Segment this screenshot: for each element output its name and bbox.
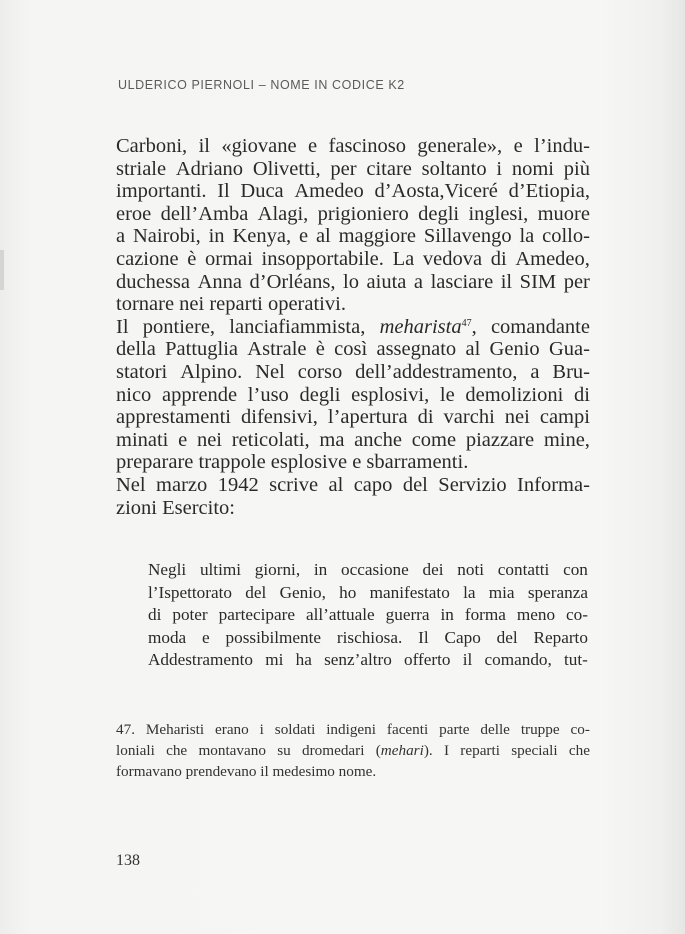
footnote-word: Meharisti xyxy=(145,721,205,738)
body-word: d’Aosta,Viceré xyxy=(374,180,498,203)
body-emphasis: meharista xyxy=(379,315,462,338)
body-word: difensivi, xyxy=(241,406,318,429)
body-word: apprestamenti xyxy=(116,406,231,429)
body-word: demolizioni xyxy=(465,383,564,406)
quote-word: offerto xyxy=(404,650,451,670)
body-word: Duca xyxy=(240,180,284,203)
body-word: statori xyxy=(116,360,168,383)
body-word: 1942 xyxy=(217,473,259,496)
quote-word: speranza xyxy=(527,582,588,602)
body-word: dell’Amba xyxy=(160,202,249,225)
footnote-word: i xyxy=(259,721,264,738)
footnote-word: erano xyxy=(215,721,249,738)
body-word: così xyxy=(334,338,368,361)
body-line xyxy=(116,203,590,226)
body-word: l’uso xyxy=(247,383,289,406)
footnote-word: loniali xyxy=(116,742,155,759)
body-word: comandante xyxy=(490,315,590,338)
body-word: lanciafiammista, xyxy=(229,315,366,338)
body-word: il xyxy=(198,135,210,157)
body-word: pontiere, xyxy=(142,315,216,338)
body-word: d’Orléans, xyxy=(249,270,336,293)
footnote-47 xyxy=(116,719,590,782)
footnote-word: reparti xyxy=(460,742,500,759)
quote-word: la xyxy=(463,582,476,602)
gutter-shadow xyxy=(0,250,4,290)
body-word: «giovane xyxy=(221,135,297,157)
quote-word: l’Ispettorato xyxy=(148,582,232,602)
body-word: Carboni, xyxy=(116,135,188,157)
body-word: Pattuglia xyxy=(165,338,239,361)
footnote-word: co- xyxy=(570,721,590,738)
body-word: striale xyxy=(116,157,167,180)
body-word: ormai xyxy=(205,247,253,270)
body-word: e xyxy=(513,135,523,157)
body-line xyxy=(116,338,590,361)
quote-word: ho xyxy=(339,582,357,602)
body-word: lasciare xyxy=(430,270,494,293)
body-word: è xyxy=(315,338,325,361)
quote-word: Addestramento xyxy=(148,650,254,670)
quote-word: manifestato xyxy=(369,582,450,602)
body-word: in xyxy=(208,225,225,248)
body-word: Amedeo xyxy=(294,180,364,203)
footnote-word: (mehari). xyxy=(375,742,433,759)
body-word: eroe xyxy=(116,202,152,225)
footnote-word: montavano xyxy=(198,742,266,759)
body-word: nico xyxy=(116,383,152,406)
footnote-word: 47. xyxy=(116,721,135,738)
body-line xyxy=(116,158,590,181)
body-word: prigioniero xyxy=(317,202,409,225)
quote-word: forma xyxy=(464,605,506,625)
body-word: di xyxy=(417,406,434,429)
body-word: al xyxy=(328,473,344,496)
body-word: Alpino. xyxy=(180,360,243,383)
body-line xyxy=(116,271,590,294)
body-word: dell’addestramento, xyxy=(355,360,518,383)
body-word: degli xyxy=(299,383,341,406)
body-word: Astrale xyxy=(247,338,307,361)
quote-line xyxy=(148,649,588,672)
body-word: Sillavengo xyxy=(423,225,512,248)
body-word-group: meharista$^{47}$, xyxy=(379,315,477,338)
quote-line xyxy=(148,582,588,605)
quote-word: senz’altro xyxy=(324,650,392,670)
footnote-word: soldati xyxy=(274,721,316,738)
body-word: mine, xyxy=(543,428,590,451)
quote-word: in xyxy=(313,560,328,579)
body-line xyxy=(116,248,590,271)
body-word: la xyxy=(519,225,535,248)
quote-word: Il xyxy=(418,627,429,647)
quote-word: ha xyxy=(295,650,312,670)
footnote-word: truppe xyxy=(520,721,560,738)
body-word: Adriano xyxy=(175,157,244,180)
body-word: capo xyxy=(353,473,393,496)
footnote-line xyxy=(116,719,590,740)
quote-word: noti xyxy=(457,560,485,579)
body-word: l’indu- xyxy=(534,135,590,157)
running-head: ULDERICO PIERNOLI – NOME IN CODICE K2 xyxy=(118,78,405,92)
quote-word: Negli xyxy=(148,560,187,579)
body-word: anche xyxy=(354,428,402,451)
body-word: Gua- xyxy=(548,338,590,361)
quote-word: occasione xyxy=(341,560,409,579)
body-word: La xyxy=(392,247,415,270)
body-line xyxy=(116,180,590,203)
body-line xyxy=(116,474,590,497)
body-text xyxy=(116,135,590,519)
page-number: 138 xyxy=(116,852,140,869)
body-word: Bru- xyxy=(552,360,590,383)
quote-word: e xyxy=(202,627,210,647)
footnote-word: che xyxy=(166,742,188,759)
footnote-word: che xyxy=(568,742,590,759)
body-word: piazzare xyxy=(465,428,535,451)
body-word: il xyxy=(500,270,513,293)
footnote-word: facenti xyxy=(386,721,429,738)
quote-word: il xyxy=(462,650,473,670)
body-word: Kenya, xyxy=(232,225,292,248)
quote-word: rischiosa. xyxy=(336,627,403,647)
body-word: SIM xyxy=(519,270,557,293)
quote-line xyxy=(148,604,588,627)
body-word: vedova xyxy=(422,247,483,270)
body-word: della xyxy=(116,338,156,361)
quote-word: co- xyxy=(566,605,588,625)
footnote-word: I xyxy=(443,742,450,759)
quote-word: partecipare xyxy=(218,605,295,625)
quote-word: comando, xyxy=(484,650,552,670)
footnote-word: speciali xyxy=(511,742,558,759)
footnote-word: parte xyxy=(439,721,470,738)
body-word: cazione xyxy=(116,247,179,270)
body-word: Informa- xyxy=(517,473,590,496)
body-word: degli xyxy=(418,202,460,225)
body-line: tornare nei reparti operativi. xyxy=(116,293,346,316)
quote-word: moda xyxy=(148,627,187,647)
quote-word: ultimi xyxy=(199,560,242,579)
body-word: minati xyxy=(116,428,169,451)
body-word: varchi xyxy=(443,406,495,429)
footnote-word: su xyxy=(277,742,291,759)
body-word: ma xyxy=(319,428,345,451)
body-word: aiuta xyxy=(366,270,407,293)
body-word: reticolati, xyxy=(231,428,310,451)
quote-word: all’attuale xyxy=(305,605,375,625)
body-word: lo xyxy=(343,270,359,293)
body-word: nomi xyxy=(511,157,554,180)
body-word: al xyxy=(315,225,331,248)
body-word: soltanto xyxy=(421,157,487,180)
body-line xyxy=(116,225,590,248)
body-word: l’apertura xyxy=(327,406,408,429)
body-line: zioni Esercito: xyxy=(116,496,235,519)
body-word: marzo xyxy=(156,473,208,496)
quote-word: guerra xyxy=(385,605,430,625)
footnote-line: formavano prendevano il medesimo nome. xyxy=(116,763,377,780)
body-word: Anna xyxy=(197,270,242,293)
body-word: importanti. xyxy=(116,180,207,203)
quote-word: Genio, xyxy=(279,582,326,602)
body-word: più xyxy=(563,157,590,180)
body-word: del xyxy=(402,473,428,496)
quote-word: del xyxy=(245,582,267,602)
quote-word: dei xyxy=(422,560,444,579)
body-word: Amedeo, xyxy=(515,247,590,270)
body-word: esplosivi, xyxy=(351,383,430,406)
body-word: a xyxy=(116,225,126,248)
body-line xyxy=(116,429,590,452)
quote-word: meno xyxy=(516,605,556,625)
body-word: Nairobi, xyxy=(132,225,201,248)
body-word: le xyxy=(439,383,455,406)
body-word: Alagi, xyxy=(257,202,309,225)
body-word: e xyxy=(308,135,318,157)
quote-word: contatti xyxy=(497,560,550,579)
quote-word: Capo xyxy=(444,627,481,647)
block-quote xyxy=(148,559,588,672)
quote-word: in xyxy=(440,605,454,625)
body-word: di xyxy=(490,247,507,270)
body-line xyxy=(116,384,590,407)
body-line xyxy=(116,406,590,429)
body-word: fascinoso xyxy=(328,135,406,157)
footnote-word: indigeni xyxy=(326,721,376,738)
body-word: per xyxy=(563,270,590,293)
body-word: i xyxy=(496,157,503,180)
body-word: Olivetti, xyxy=(252,157,321,180)
body-word: nei xyxy=(504,406,530,429)
body-word: come xyxy=(411,428,457,451)
quote-word: mi xyxy=(265,650,284,670)
body-line: preparare trappole esplosive e sbarramenti. xyxy=(116,451,469,474)
body-word: inglesi, xyxy=(468,202,529,225)
footnote-line xyxy=(116,740,590,761)
quote-word: Reparto xyxy=(533,627,588,647)
body-word: apprende xyxy=(161,383,238,406)
body-word: Servizio xyxy=(438,473,507,496)
body-word: d’Etiopia, xyxy=(508,180,590,203)
body-word: Il xyxy=(217,180,230,203)
body-word: e xyxy=(178,428,188,451)
body-word: è xyxy=(187,247,197,270)
body-line xyxy=(116,361,590,384)
body-word: per xyxy=(330,157,357,180)
body-word: a xyxy=(413,270,424,293)
body-word: nei xyxy=(196,428,222,451)
quote-word: poter xyxy=(172,605,208,625)
body-word: corso xyxy=(297,360,343,383)
quote-word: mia xyxy=(488,582,515,602)
quote-word: tut- xyxy=(564,650,588,670)
body-word: Genio xyxy=(489,338,540,361)
body-word: di xyxy=(574,383,590,406)
body-word: collo- xyxy=(542,225,590,248)
quote-word: di xyxy=(148,605,162,625)
quote-word: con xyxy=(563,560,588,579)
body-word: generale», xyxy=(417,135,503,157)
quote-line xyxy=(148,559,588,582)
body-word: citare xyxy=(366,157,412,180)
body-word: assegnato xyxy=(376,338,457,361)
body-word: al xyxy=(465,338,481,361)
quote-word: del xyxy=(496,627,518,647)
body-line xyxy=(116,316,590,339)
footnote-word: dromedari xyxy=(302,742,365,759)
quote-line xyxy=(148,627,588,650)
body-word: Il xyxy=(116,315,129,338)
body-word: Nel xyxy=(255,360,285,383)
body-word: duchessa xyxy=(116,270,191,293)
quote-word: giorni, xyxy=(254,560,301,579)
body-word: insopportabile. xyxy=(261,247,384,270)
footnote-reference[interactable]: 47 xyxy=(461,317,472,329)
body-word: muore xyxy=(537,202,590,225)
body-word: a xyxy=(530,360,540,383)
body-word: scrive xyxy=(269,473,319,496)
body-word: e xyxy=(298,225,309,248)
body-word: campi xyxy=(539,406,590,429)
body-word: Nel xyxy=(116,473,146,496)
body-word: maggiore xyxy=(338,225,417,248)
footnote-word: delle xyxy=(480,721,510,738)
body-line xyxy=(116,135,590,158)
quote-word: possibilmente xyxy=(225,627,322,647)
